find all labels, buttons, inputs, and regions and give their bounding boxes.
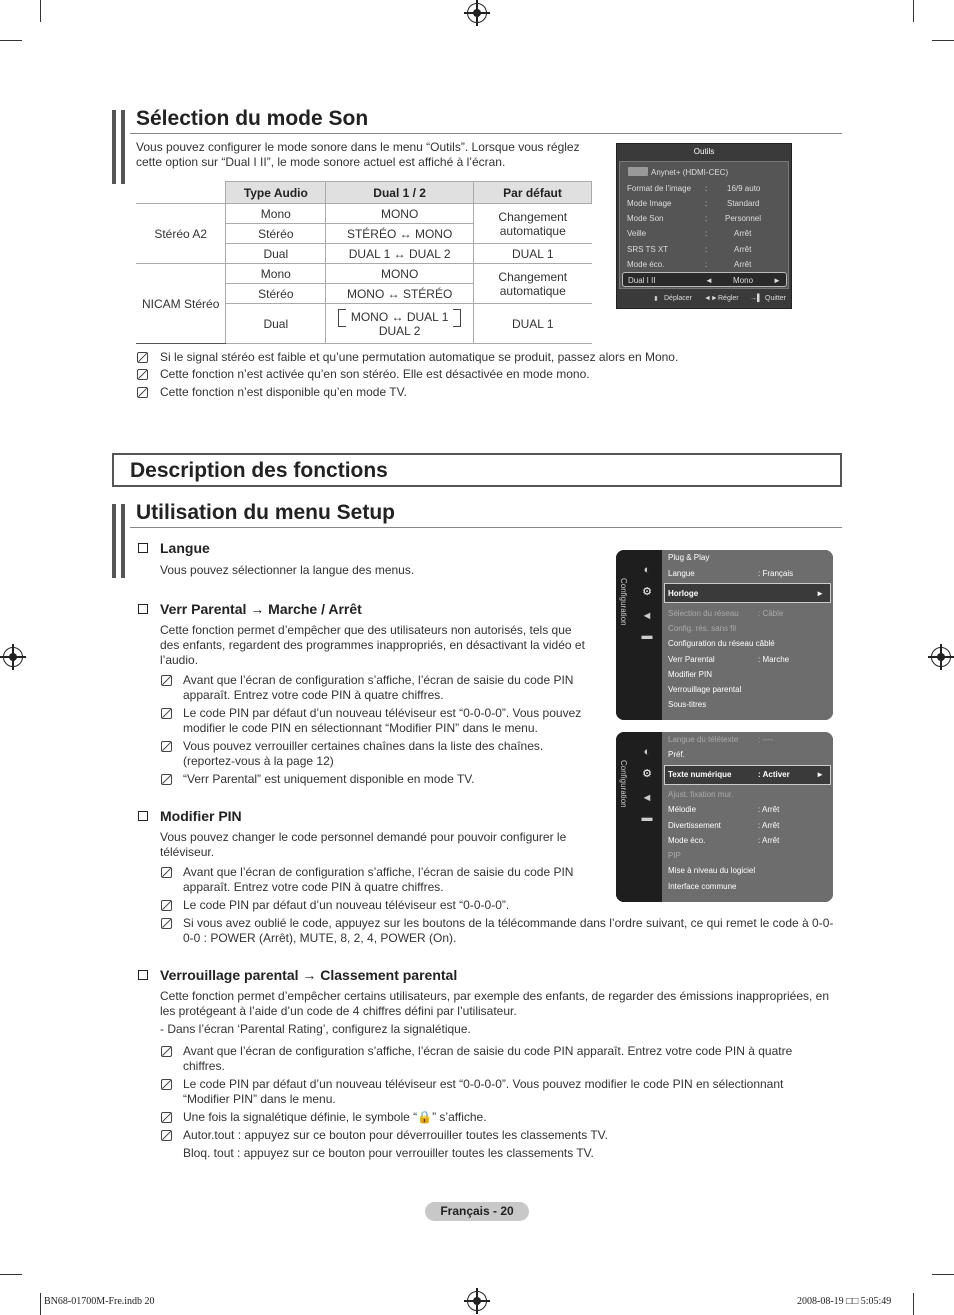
menu-row: Mélodie : Arrêt: [668, 805, 780, 814]
checkbox-bullet-icon: [138, 811, 148, 821]
col-header: Type Audio: [226, 182, 326, 204]
osd-row: Mode Image : Standard: [627, 199, 760, 208]
osd-row: Mode éco. : Arrêt: [627, 260, 752, 269]
setup-menu-screenshot-2: [616, 732, 833, 902]
subhead-langue: Langue: [160, 540, 210, 556]
registration-mark-icon: [467, 1291, 487, 1311]
sound-menu-icon: ◄: [641, 610, 653, 622]
subhead-verr-parental: Verr Parental → Marche / Arrêt: [160, 601, 362, 617]
pin-text: Vous pouvez changer le code personnel demandé pour pouvoir configurer le téléviseur.: [160, 830, 567, 859]
picture-menu-icon: ◐: [643, 746, 651, 758]
note-text: Avant que l’écran de configuration s’affiche, l’écran de saisie du code PIN apparaît. Entrez votre code PIN à quatre chiffres.: [183, 673, 574, 702]
note-text: “Verr Parental” est uniquement disponible en mode TV.: [183, 772, 475, 786]
section-rule: [130, 527, 842, 528]
table-cell-dual-cycle: MONO ↔ DUAL 1 DUAL 2: [326, 304, 474, 344]
note-icon: [161, 1130, 172, 1141]
note-text: Autor.tout : appuyez sur ce bouton pour déverrouiller toutes les classements TV.: [183, 1128, 608, 1142]
crop-mark: [0, 40, 22, 41]
note-icon: [161, 708, 172, 719]
note-text: Si le signal stéréo est faible et qu’une permutation automatique se produit, passez alors en Mono.: [160, 350, 679, 364]
setup-menu-screenshot-1: [616, 550, 833, 720]
menu-row: Verr Parental : Marche: [668, 655, 790, 664]
note-text: Avant que l’écran de configuration s’affiche, l’écran de saisie du code PIN apparaît. Entrez votre code PIN à quatre chiffres.: [183, 865, 574, 894]
col-header: Par défaut: [474, 182, 592, 204]
osd-anynet: Anynet+ (HDMI-CEC): [651, 168, 729, 177]
input-menu-icon: ▬: [641, 630, 653, 642]
table-cell: Stéréo: [226, 284, 326, 304]
menu-row-selected: Texte numérique : Activer ►: [668, 770, 824, 779]
adjust-icon: ◄►: [704, 295, 718, 302]
note-text: Le code PIN par défaut d’un nouveau téléviseur est “0-0-0-0”. Vous pouvez modifier le code PIN en sélectionnant “Modifier PIN” dans le menu.: [183, 1077, 784, 1106]
setup-gear-icon: ⚙: [642, 768, 652, 780]
osd-row: Mode Son : Personnel: [627, 214, 762, 223]
table-cell: Dual: [226, 304, 326, 344]
crop-mark: [40, 0, 41, 22]
menu-row: Sous-titres: [668, 700, 707, 709]
menu-row: PIP: [668, 851, 681, 860]
file-info: BN68-01700M-Fre.indb 20: [44, 1296, 155, 1307]
menu-side-label: Configuration: [619, 578, 628, 626]
note-icon: [161, 741, 172, 752]
crop-mark: [40, 1293, 41, 1315]
section-bar: [112, 504, 125, 578]
menu-row: Langue : Français: [668, 569, 794, 578]
sound-menu-icon: ◄: [641, 792, 653, 804]
menu-row: Mise à niveau du logiciel: [668, 866, 756, 875]
menu-row: Configuration du réseau câblé: [668, 639, 775, 648]
move-icon: ⬍: [653, 296, 659, 303]
osd-title: Outils: [693, 147, 715, 156]
checkbox-bullet-icon: [138, 604, 148, 614]
table-cell: MONO: [326, 204, 474, 224]
menu-row: Sélection du réseau : Câble: [668, 609, 784, 618]
setup-gear-icon: ⚙: [642, 586, 652, 598]
note-icon: [161, 900, 172, 911]
crop-mark: [913, 1293, 914, 1315]
tools-osd-screenshot: Outils Anynet+ (HDMI-CEC) Format de l’image : 16/9 auto Mode Image : Standard Mode Son : Personnel Veille : Arrêt SRS TS XT : Arrêt Mode éco. : Arrêt Dual I II ◄ Mono ► ⬍ Déplacer ◄► Régler →▌ Quitter: [616, 143, 792, 309]
menu-row: Langue du télétexte : ----: [668, 735, 774, 744]
picture-menu-icon: ◐: [643, 564, 651, 576]
langue-text: Vous pouvez sélectionner la langue des menus.: [160, 563, 415, 577]
table-cell: DUAL 1: [474, 304, 592, 344]
table-cell: Mono: [226, 264, 326, 284]
menu-side-label: Configuration: [619, 760, 628, 808]
intro-text: Vous pouvez configurer le mode sonore dans le menu “Outils”. Lorsque vous réglez cette option sur “Dual I II”, le mode sonore actuel est affiché à l’écran.: [136, 140, 580, 169]
crop-mark: [0, 1274, 22, 1275]
note-icon: [161, 774, 172, 785]
menu-row-selected: Horloge ►: [668, 589, 824, 598]
note-text: Le code PIN par défaut d’un nouveau téléviseur est “0-0-0-0”.: [183, 898, 510, 912]
note-icon: [137, 352, 148, 363]
note-text: Le code PIN par défaut d’un nouveau téléviseur est “0-0-0-0”. Vous pouvez modifier le code PIN en sélectionnant “Modifier PIN” dans le menu.: [183, 706, 582, 735]
table-cell: Changement automatique: [474, 264, 592, 304]
menu-row: Config. rés. sans fil: [668, 624, 737, 633]
osd-row: SRS TS XT : Arrêt: [627, 245, 752, 254]
verr-text: Cette fonction permet d’empêcher que des utilisateurs non autorisés, tels que des enfants, regardent des programmes inappropriés, en désactivant la vidéo et l’audio.: [160, 623, 585, 667]
menu-row: Préf.: [668, 750, 685, 759]
table-cell: STÉRÉO ↔ MONO: [326, 224, 474, 244]
menu-row: Interface commune: [668, 882, 737, 891]
menu-row: Mode éco. : Arrêt: [668, 836, 780, 845]
checkbox-bullet-icon: [138, 543, 148, 553]
note-icon: [137, 387, 148, 398]
page-number: Français - 20: [425, 1202, 529, 1221]
note-text: Une fois la signalétique définie, le symbole “🔒” s’affiche.: [183, 1110, 487, 1124]
note-text: Cette fonction n’est disponible qu’en mode TV.: [160, 385, 407, 399]
col-header: Dual 1 / 2: [326, 182, 474, 204]
section-title-mode-son: Sélection du mode Son: [136, 107, 369, 130]
table-cell: DUAL 1: [474, 244, 592, 264]
section-rule: [130, 133, 842, 134]
anynet-logo-icon: [628, 167, 648, 176]
note-icon: [161, 675, 172, 686]
exit-icon: →▌: [750, 295, 762, 302]
note-icon: [161, 918, 172, 929]
osd-row: Format de l’image : 16/9 auto: [627, 184, 761, 193]
note-icon: [161, 1079, 172, 1090]
menu-row: Divertissement : Arrêt: [668, 821, 780, 830]
table-cell: MONO: [326, 264, 474, 284]
section-bar: [112, 110, 125, 184]
group-name: NICAM Stéréo: [136, 264, 226, 344]
registration-mark-icon: [467, 3, 487, 23]
table-cell: Dual: [226, 244, 326, 264]
classement-text: Cette fonction permet d’empêcher certains utilisateurs, par exemple des enfants, de regarder des émissions inappropriées, en les protégeant à l’aide d’un code de 4 chiffres défini par l’utilisateur.: [160, 989, 830, 1018]
crop-mark: [932, 1274, 954, 1275]
table-cell: Stéréo: [226, 224, 326, 244]
table-cell: MONO ↔ STÉRÉO: [326, 284, 474, 304]
checkbox-bullet-icon: [138, 970, 148, 980]
menu-row: Ajust. fixation mur.: [668, 790, 734, 799]
note-icon: [161, 1112, 172, 1123]
registration-mark-icon: [3, 647, 23, 667]
section-title-setup: Utilisation du menu Setup: [136, 501, 396, 524]
group-name: Stéréo A2: [136, 204, 226, 264]
note-icon: [161, 1046, 172, 1057]
input-menu-icon: ▬: [641, 812, 653, 824]
audio-mode-table: [136, 181, 592, 344]
note-text: Vous pouvez verrouiller certaines chaînes dans la liste des chaînes. (reportez-vous à la page 12): [183, 739, 544, 768]
menu-row: Verrouillage parental: [668, 685, 742, 694]
subhead-classement-parental: Verrouillage parental → Classement parental: [160, 967, 458, 983]
registration-mark-icon: [931, 647, 951, 667]
note-icon: [137, 369, 148, 380]
osd-row: Veille : Arrêt: [627, 229, 752, 238]
subhead-modifier-pin: Modifier PIN: [160, 808, 242, 824]
crop-mark: [913, 0, 914, 22]
table-cell: DUAL 1 ↔ DUAL 2: [326, 244, 474, 264]
table-cell: Changement automatique: [474, 204, 592, 244]
classement-dash: - Dans l’écran ‘Parental Rating’, configurez la signalétique.: [160, 1022, 471, 1036]
note-text-extra: Bloq. tout : appuyez sur ce bouton pour verrouiller toutes les classements TV.: [183, 1146, 594, 1160]
table-cell: Mono: [226, 204, 326, 224]
note-icon: [161, 867, 172, 878]
note-text: Avant que l’écran de configuration s’affiche, l’écran de saisie du code PIN apparaît. Entrez votre code PIN à quatre chiffres.: [183, 1044, 793, 1073]
note-text: Cette fonction n’est activée qu’en son stéréo. Elle est désactivée en mode mono.: [160, 367, 590, 381]
osd-selected-row: Dual I II ◄ Mono ►: [622, 272, 787, 287]
section-title-description: Description des fonctions: [130, 459, 388, 482]
menu-row: Modifier PIN: [668, 670, 713, 679]
note-text: Si vous avez oublié le code, appuyez sur les boutons de la télécommande dans l’ordre suivant, ce qui remet le code à 0-0-0-0 : POWER (Arrêt), MUTE, 8, 2, 4, POWER (On).: [183, 916, 834, 945]
section-title-box: [112, 453, 842, 487]
menu-row: Plug & Play: [668, 553, 710, 562]
print-date: 2008-08-19 □□ 5:05:49: [797, 1296, 892, 1307]
crop-mark: [932, 40, 954, 41]
